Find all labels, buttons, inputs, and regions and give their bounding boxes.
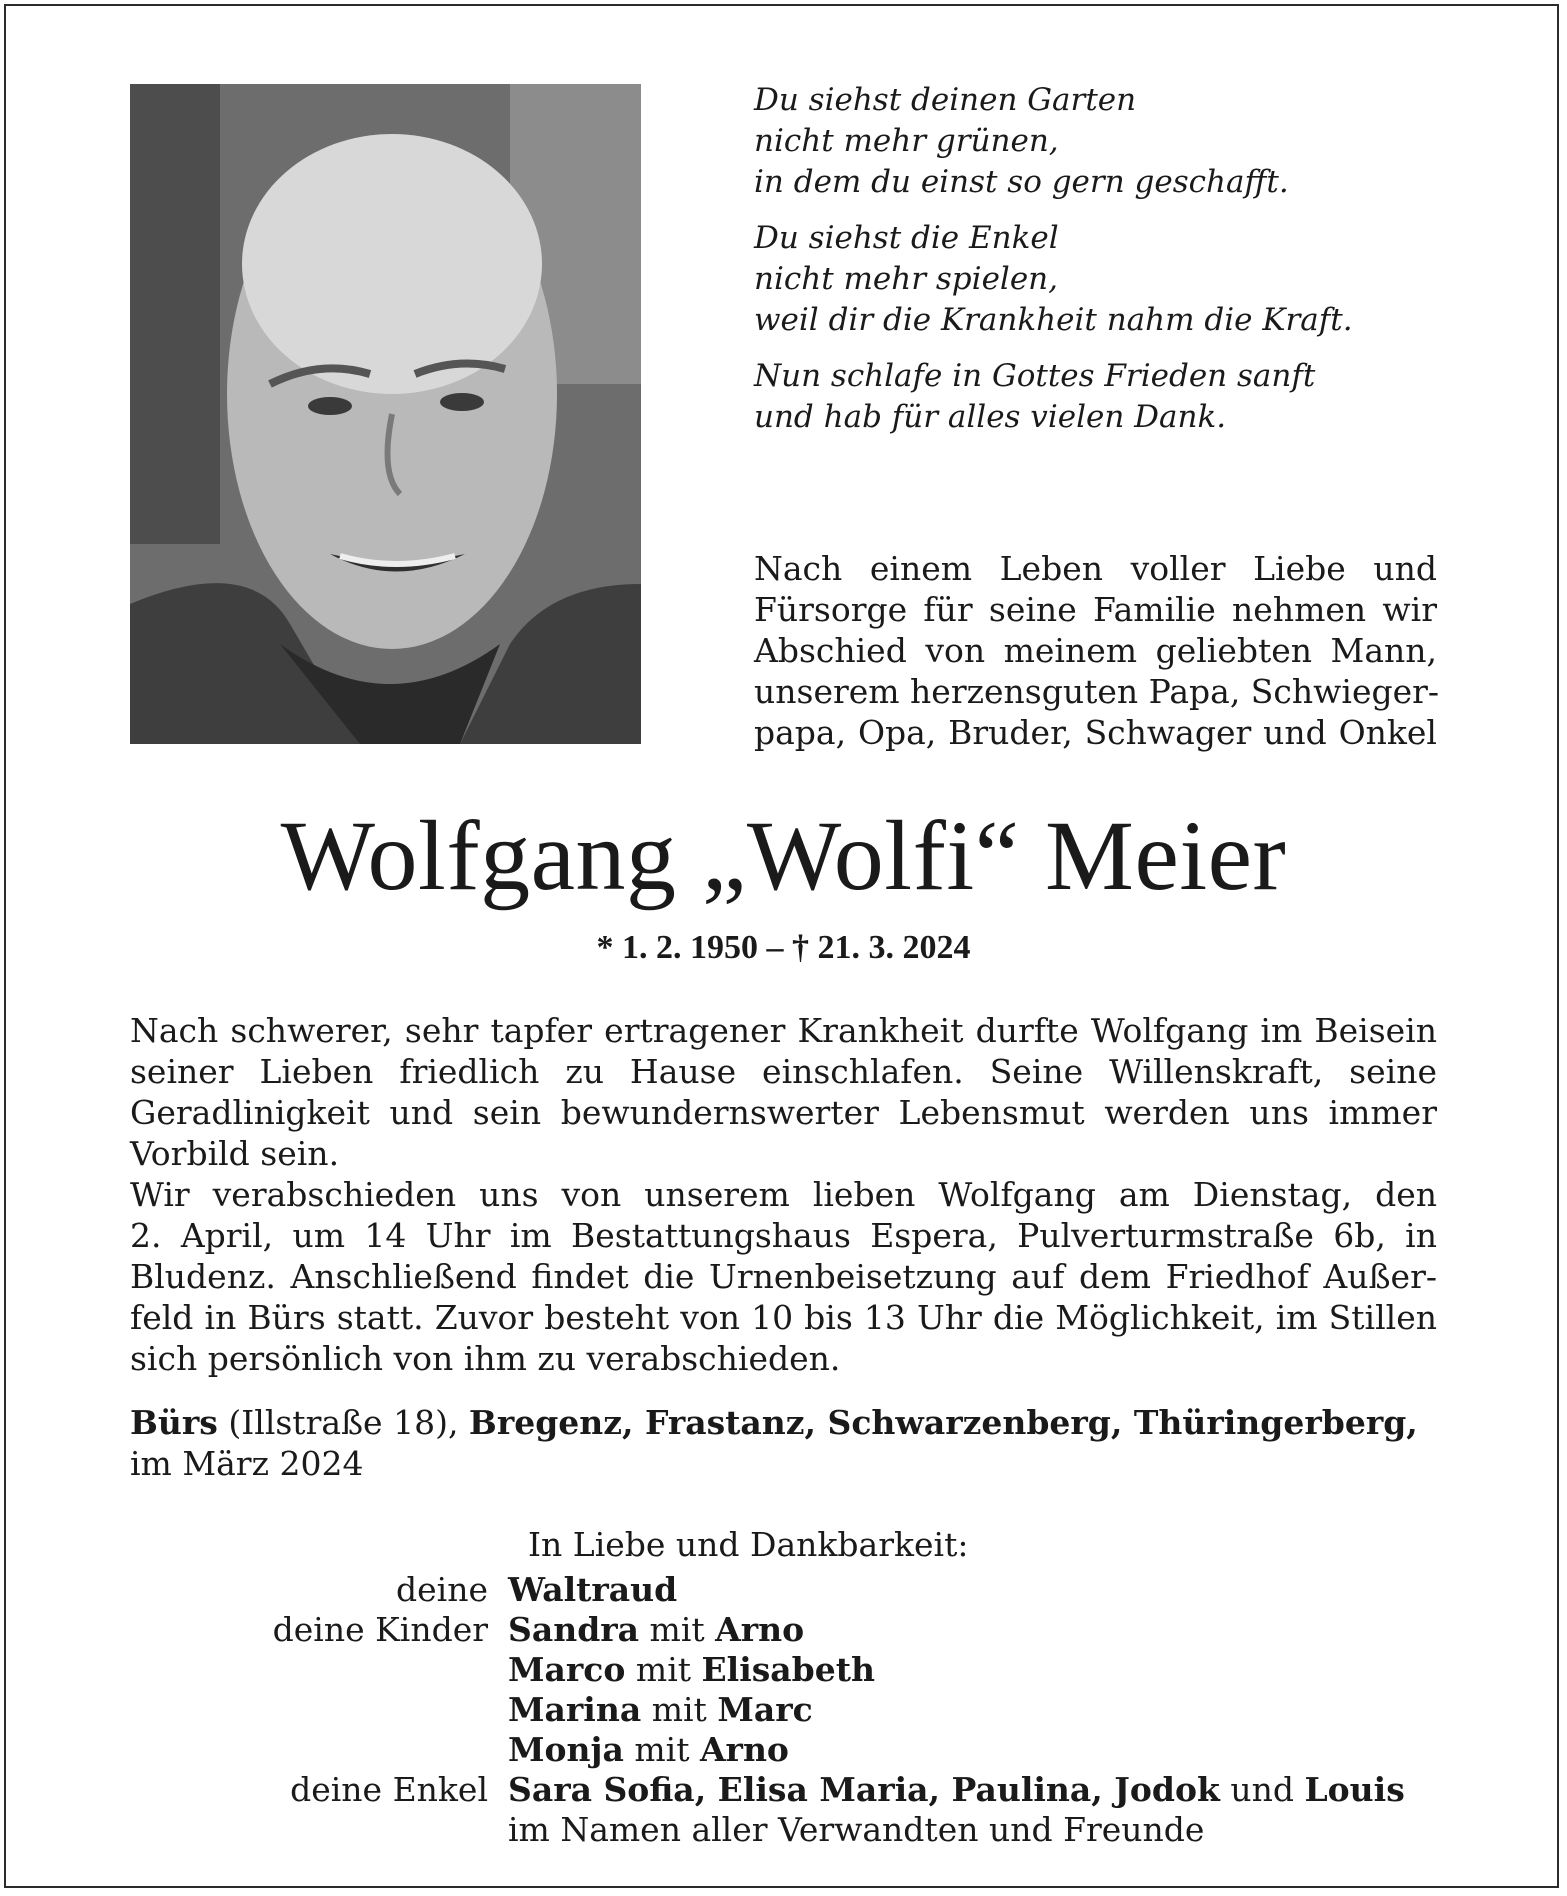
poem-line: Du siehst die Enkel: [754, 220, 1059, 256]
relation-label: deine: [396, 1570, 488, 1609]
family-row: [0, 1770, 1567, 1810]
poem-line: und hab für alles vielen Dank.: [754, 399, 1227, 435]
family-names: [508, 1690, 813, 1730]
family-row: [0, 1690, 1567, 1730]
family-name: Louis: [1304, 1770, 1405, 1809]
family-name: Marco: [508, 1650, 626, 1689]
family-name: Sara Sofia, Elisa Maria, Paulina, Jodok: [508, 1770, 1220, 1809]
relation-label: [0, 1650, 508, 1690]
relation-label: [0, 1690, 508, 1730]
address: (Illstraße 18),: [217, 1403, 469, 1442]
family-names: [508, 1610, 804, 1650]
body-line: Vorbild sein.: [130, 1134, 340, 1173]
connector: mit: [639, 1610, 716, 1649]
body-line: 2. April, um 14 Uhr im Bestattungshaus Espera, Pulverturmstraße 6b, in: [130, 1216, 1437, 1255]
poem-stanza-3: [754, 356, 1454, 438]
closing-line: im Namen aller Verwandten und Freunde: [508, 1810, 1205, 1849]
body-line: feld in Bürs statt. Zuvor besteht von 10 bis 13 Uhr die Möglichkeit, im Stillen: [130, 1298, 1437, 1337]
family-name: Elisabeth: [701, 1650, 875, 1689]
family-row: [0, 1570, 1567, 1610]
family-name: Marina: [508, 1690, 642, 1729]
relation-label: deine Enkel: [290, 1770, 488, 1809]
poem-line: weil dir die Krankheit nahm die Kraft.: [754, 302, 1353, 338]
family-name: Marc: [717, 1690, 813, 1729]
family-row: [0, 1810, 1567, 1850]
family-name: Arno: [715, 1610, 805, 1649]
family-name: Waltraud: [508, 1570, 678, 1609]
family-name: Sandra: [508, 1610, 640, 1649]
portrait-illustration: [130, 84, 641, 744]
thanks-heading: In Liebe und Dankbarkeit:: [528, 1525, 969, 1564]
family-row: [0, 1730, 1567, 1770]
poem-stanza-2: [754, 218, 1454, 341]
intro-line: unserem herzensguten Papa, Schwieger-: [754, 672, 1440, 711]
connector: und: [1219, 1770, 1305, 1809]
family-names: [508, 1570, 677, 1610]
intro-line: Abschied von meinem geliebten Mann,: [754, 631, 1437, 670]
deceased-name: Wolfgang „Wolfi“ Meier: [280, 800, 1287, 911]
life-dates: * 1. 2. 1950 – † 21. 3. 2024: [596, 929, 971, 966]
date-line: im März 2024: [130, 1444, 364, 1483]
intro-line: papa, Opa, Bruder, Schwager und Onkel: [754, 713, 1437, 752]
body-line: Geradlinigkeit und sein bewundernswerter Lebensmut werden uns immer: [130, 1093, 1437, 1132]
family-row: [0, 1610, 1567, 1650]
places-line: [130, 1402, 1450, 1443]
intro-paragraph: [754, 548, 1440, 753]
relation-label: [0, 1730, 508, 1770]
poem-line: in dem du einst so gern geschafft.: [754, 164, 1289, 200]
family-row: [0, 1650, 1567, 1690]
connector: mit: [623, 1730, 700, 1769]
body-line: Nach schwerer, sehr tapfer ertragener Krankheit durfte Wolfgang im Beisein: [130, 1011, 1437, 1050]
body-line: seiner Lieben friedlich zu Hause einschlafen. Seine Willenskraft, seine: [130, 1052, 1437, 1091]
body-line: Bludenz. Anschließend findet die Urnenbeisetzung auf dem Friedhof Außer-: [130, 1257, 1437, 1296]
body-line: Wir verabschieden uns von unserem lieben Wolfgang am Dienstag, den: [130, 1175, 1437, 1214]
poem-line: Du siehst deinen Garten: [754, 82, 1137, 118]
poem-line: nicht mehr spielen,: [754, 261, 1058, 297]
intro-line: Nach einem Leben voller Liebe und: [754, 549, 1437, 588]
relation-label: [0, 1810, 508, 1850]
poem-line: Nun schlafe in Gottes Frieden sanft: [754, 358, 1316, 394]
body-line: sich persönlich von ihm zu verabschieden.: [130, 1339, 841, 1378]
intro-line: Fürsorge für seine Familie nehmen wir: [754, 590, 1437, 629]
family-names: [508, 1650, 875, 1690]
poem-stanza-1: [754, 80, 1454, 203]
portrait-photo: [130, 84, 641, 744]
family-names: [508, 1770, 1405, 1810]
relation-label: deine Kinder: [272, 1610, 488, 1649]
poem: [754, 80, 1454, 453]
family-name: Monja: [508, 1730, 624, 1769]
town-burs: Bürs: [130, 1403, 218, 1442]
towns: Bregenz, Frastanz, Schwarzenberg, Thüringerberg,: [468, 1403, 1418, 1442]
family-names: [508, 1730, 789, 1770]
poem-line: nicht mehr grünen,: [754, 123, 1059, 159]
connector: mit: [625, 1650, 702, 1689]
body-text: [130, 1010, 1437, 1379]
places-and-date: [130, 1402, 1450, 1484]
family-name: Arno: [699, 1730, 789, 1769]
family-list: [0, 1570, 1567, 1850]
connector: mit: [641, 1690, 718, 1729]
